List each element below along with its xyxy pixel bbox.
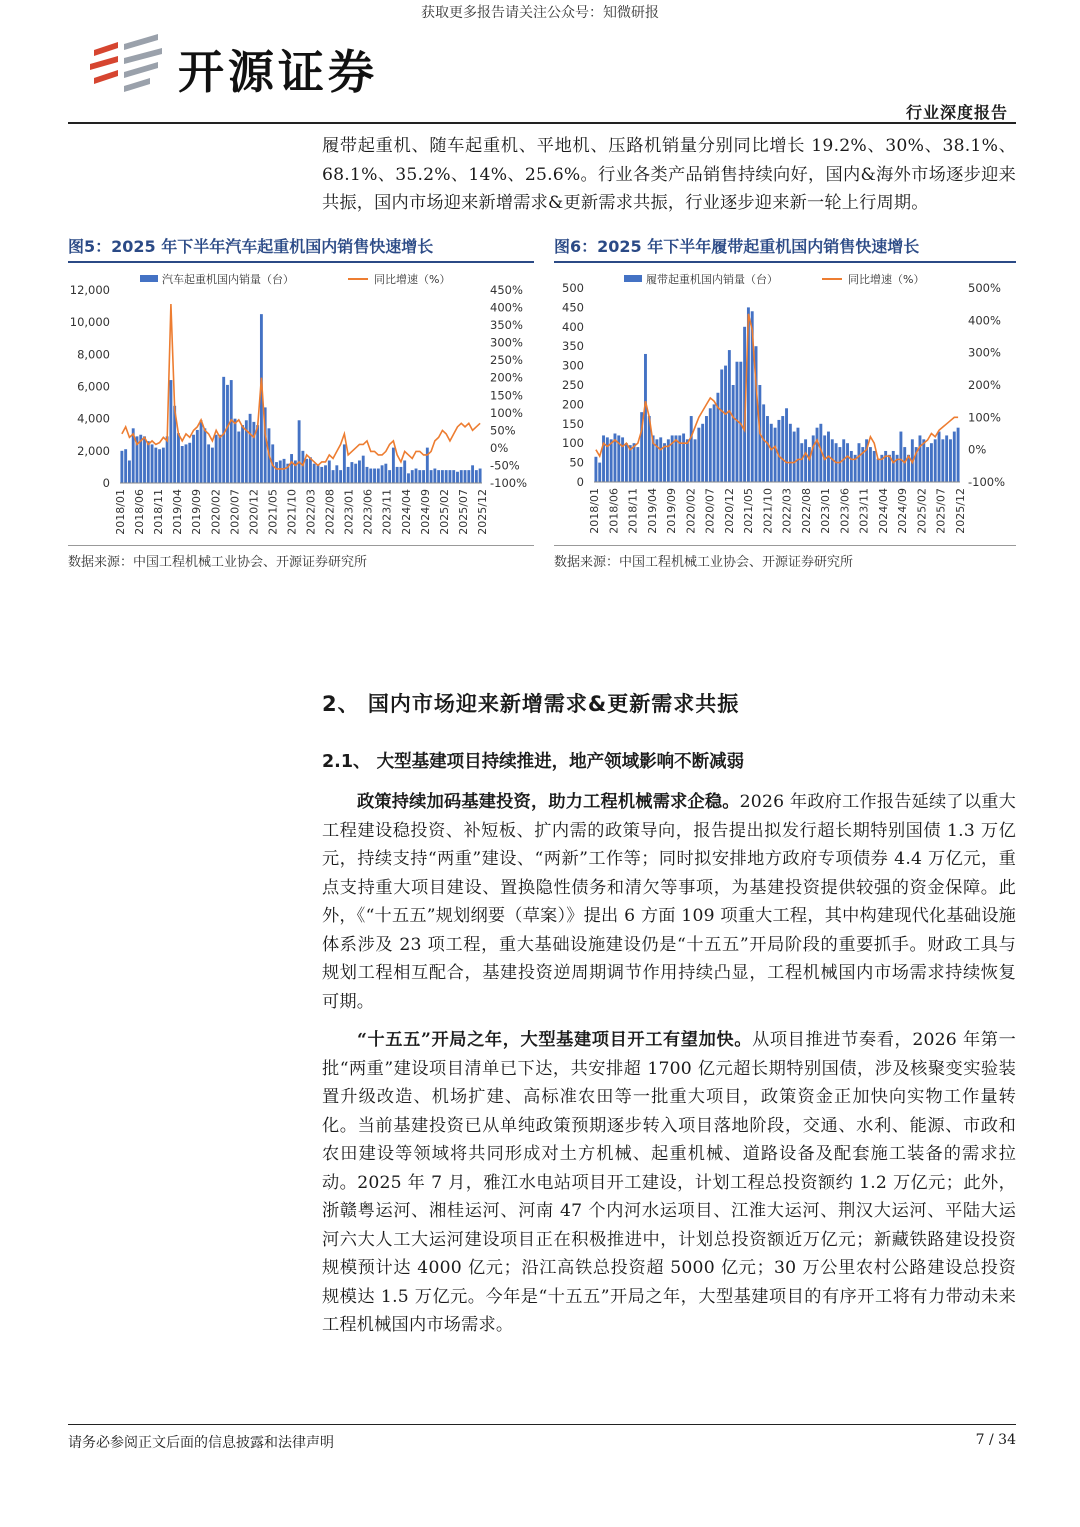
y-right-tick-label: -100% bbox=[968, 475, 1006, 489]
bar bbox=[120, 451, 123, 483]
bar bbox=[919, 435, 922, 482]
y-right-tick-label: -100% bbox=[490, 476, 528, 490]
bar bbox=[690, 416, 693, 482]
x-tick-label: 2025/12 bbox=[476, 489, 489, 535]
bar bbox=[366, 467, 369, 483]
legend-line-label: 同比增速（%） bbox=[374, 273, 451, 286]
bar bbox=[625, 443, 628, 482]
bar bbox=[949, 439, 952, 482]
y-right-tick-label: 450% bbox=[490, 283, 523, 297]
bar bbox=[188, 443, 191, 483]
figure-6-source: 数据来源：中国工程机械工业协会、开源证券研究所 bbox=[554, 555, 854, 570]
legend-bar-swatch bbox=[140, 275, 158, 282]
bar bbox=[328, 460, 331, 483]
bar bbox=[249, 414, 252, 483]
bar bbox=[181, 446, 184, 483]
bar bbox=[279, 460, 282, 483]
y-right-tick-label: 0% bbox=[490, 440, 509, 455]
bar bbox=[793, 432, 796, 482]
bar bbox=[686, 439, 689, 482]
bar bbox=[633, 443, 636, 482]
bar bbox=[675, 435, 678, 482]
bar bbox=[709, 408, 712, 482]
bar bbox=[869, 447, 872, 482]
bar bbox=[732, 385, 735, 482]
y-left-tick-label: 8,000 bbox=[77, 347, 110, 362]
y-left-tick-label: 100 bbox=[562, 436, 584, 451]
bar bbox=[953, 432, 956, 482]
legend-bar-label: 履带起重机国内销量（台） bbox=[646, 273, 778, 286]
bar bbox=[124, 449, 127, 483]
bar bbox=[411, 470, 414, 483]
bar bbox=[162, 448, 165, 483]
paragraph-2 bbox=[322, 1026, 1016, 1340]
x-tick-label: 2023/11 bbox=[380, 489, 394, 535]
y-left-tick-label: 450 bbox=[562, 300, 584, 315]
x-tick-label: 2019/09 bbox=[190, 489, 204, 535]
bar bbox=[256, 425, 259, 483]
bar bbox=[396, 467, 399, 483]
section-heading: 2、 国内市场迎来新增需求&更新需求共振 bbox=[322, 692, 740, 716]
bar bbox=[343, 444, 346, 483]
bar bbox=[335, 465, 338, 483]
bar bbox=[237, 432, 240, 483]
bar bbox=[850, 451, 853, 482]
bar bbox=[169, 380, 172, 483]
bar bbox=[388, 470, 391, 483]
bar bbox=[816, 428, 819, 482]
bar bbox=[377, 469, 380, 483]
bar bbox=[275, 462, 278, 483]
bar bbox=[644, 354, 647, 482]
bar bbox=[934, 439, 937, 482]
figure-5-bottom-rule bbox=[68, 545, 534, 546]
bar bbox=[479, 469, 482, 483]
x-tick-label: 2024/09 bbox=[896, 488, 910, 534]
paragraph-1-lead: 政策持续加码基建投资，助力工程机械需求企稳。 bbox=[357, 792, 740, 812]
bar bbox=[283, 459, 286, 483]
bar bbox=[381, 465, 384, 483]
bar bbox=[362, 456, 365, 483]
bar bbox=[234, 419, 237, 483]
figure-5-title: 图5：2025 年下半年汽车起重机国内销售快速增长 bbox=[68, 237, 434, 256]
bar bbox=[663, 443, 666, 482]
y-right-tick-label: 0% bbox=[968, 442, 987, 457]
figure-5-chart bbox=[68, 264, 534, 544]
bar bbox=[777, 420, 780, 482]
bar bbox=[399, 467, 402, 483]
y-right-tick-label: 400% bbox=[968, 313, 1001, 328]
bar bbox=[350, 462, 353, 483]
y-right-tick-label: 100% bbox=[490, 405, 523, 420]
y-left-tick-label: 10,000 bbox=[69, 315, 110, 330]
bar bbox=[422, 470, 425, 483]
bar bbox=[222, 377, 225, 483]
bar bbox=[290, 454, 293, 483]
bar bbox=[781, 416, 784, 482]
bar bbox=[347, 467, 350, 483]
y-left-tick-label: 0 bbox=[102, 476, 110, 490]
y-right-tick-label: 100% bbox=[968, 410, 1001, 425]
bar bbox=[230, 380, 233, 483]
page-number: 7 / 34 bbox=[975, 1432, 1016, 1448]
y-left-tick-label: 50 bbox=[569, 455, 584, 470]
bar bbox=[762, 404, 765, 482]
x-tick-label: 2022/08 bbox=[323, 489, 337, 535]
bar bbox=[158, 449, 161, 483]
x-tick-label: 2024/04 bbox=[399, 489, 413, 535]
x-tick-label: 2020/12 bbox=[722, 488, 736, 534]
brand-name: 开源证券 bbox=[178, 45, 378, 99]
bar bbox=[903, 447, 906, 482]
y-right-tick-label: 150% bbox=[490, 388, 523, 403]
y-left-tick-label: 150 bbox=[562, 416, 584, 431]
bar bbox=[449, 470, 452, 483]
bar bbox=[697, 428, 700, 482]
bar bbox=[320, 467, 323, 483]
bar bbox=[892, 451, 895, 482]
figure-6-bottom-rule bbox=[554, 545, 1016, 546]
figure-6-title-rule bbox=[554, 261, 1016, 263]
x-tick-label: 2024/04 bbox=[876, 488, 890, 534]
bar bbox=[456, 472, 459, 483]
bar bbox=[621, 437, 624, 482]
y-left-tick-label: 400 bbox=[562, 319, 584, 334]
y-right-tick-label: 50% bbox=[490, 423, 516, 438]
bar bbox=[392, 448, 395, 483]
y-right-tick-label: 250% bbox=[490, 353, 523, 368]
x-tick-label: 2023/06 bbox=[361, 489, 375, 535]
bar bbox=[705, 416, 708, 482]
bar bbox=[789, 424, 792, 482]
bar bbox=[812, 435, 815, 482]
x-tick-label: 2023/01 bbox=[819, 488, 833, 534]
bar bbox=[166, 436, 169, 483]
footer-divider bbox=[68, 1424, 1016, 1425]
x-tick-label: 2019/09 bbox=[665, 488, 679, 534]
bar bbox=[192, 435, 195, 483]
paragraph-2-body: 从项目推进节奏看，2026 年第一批“两重”建设项目清单已下达，共安排超 1700 亿元超长期特别国债，涉及核聚变实验装置升级改造、机场扩建、高标准农田等一批重大项目，政策资金正加快向实物工作量转化。当前基建投资已从单纯政策预期逐步转入项目落地阶段，交通、水利、能源、市政和农田建设等领域将共同形成对土方机械、起重机械、道路设备及配套施工装备的需求拉动。2025 年 7 月，雅江水电站项目开工建设，计划工程总投资额约 1.2 万亿元；此外，浙赣粤运河、湘桂运河、河南 47 个内河水运项目、江淮大运河、荆汉大运河、平陆大运河六大人工大运河建设项目正在积极推进中，计划总投资额近万亿元；新藏铁路建设投资规模预计达 4000 亿元；沿江高铁总投资超 5000 亿元；30 万公里农村公路建设总投资规模达 1.5 万亿元。今年是“十五五”开局之年，大型基建项目的有序开工将有力带动未来工程机械国内市场需求。 bbox=[322, 1030, 1017, 1335]
x-tick-label: 2018/01 bbox=[588, 488, 601, 534]
bar bbox=[728, 350, 731, 482]
x-tick-label: 2018/06 bbox=[133, 489, 147, 535]
bar bbox=[430, 470, 433, 483]
figure-5-source: 数据来源：中国工程机械工业协会、开源证券研究所 bbox=[68, 555, 368, 570]
x-tick-label: 2022/08 bbox=[799, 488, 813, 534]
bar bbox=[858, 443, 861, 482]
x-tick-label: 2018/11 bbox=[626, 488, 640, 534]
bar bbox=[808, 447, 811, 482]
x-tick-label: 2025/07 bbox=[456, 489, 470, 535]
x-tick-label: 2023/01 bbox=[342, 489, 356, 535]
x-tick-label: 2020/12 bbox=[247, 489, 261, 535]
x-tick-label: 2020/02 bbox=[684, 488, 698, 534]
x-tick-label: 2022/03 bbox=[780, 488, 794, 534]
bar bbox=[298, 420, 301, 483]
header-divider bbox=[68, 122, 1016, 124]
bar bbox=[147, 441, 150, 483]
x-tick-label: 2022/03 bbox=[304, 489, 318, 535]
bar bbox=[185, 444, 188, 483]
legend-bar-swatch bbox=[624, 275, 642, 282]
bar bbox=[606, 437, 609, 482]
x-tick-label: 2021/05 bbox=[266, 489, 280, 535]
bar bbox=[207, 444, 210, 483]
bar bbox=[636, 447, 639, 482]
bar bbox=[766, 416, 769, 482]
bar bbox=[403, 460, 406, 483]
bar bbox=[701, 424, 704, 482]
bar bbox=[682, 434, 685, 483]
x-tick-label: 2020/02 bbox=[209, 489, 223, 535]
bar bbox=[785, 408, 788, 482]
bar bbox=[452, 470, 455, 483]
paragraph-1 bbox=[322, 788, 1016, 1016]
y-right-tick-label: 200% bbox=[968, 378, 1001, 392]
bar bbox=[369, 469, 372, 483]
bar bbox=[154, 448, 157, 483]
y-left-tick-label: 12,000 bbox=[69, 283, 110, 297]
y-left-tick-label: 300 bbox=[562, 358, 584, 373]
bar bbox=[332, 470, 335, 483]
bar bbox=[445, 470, 448, 483]
bar bbox=[301, 451, 304, 483]
bar bbox=[610, 439, 613, 482]
bar bbox=[177, 433, 180, 483]
bar bbox=[151, 444, 154, 483]
top-banner: 获取更多报告请关注公众号：知微研报 bbox=[421, 5, 659, 21]
x-tick-label: 2019/04 bbox=[645, 488, 659, 534]
x-tick-label: 2023/11 bbox=[857, 488, 871, 534]
y-right-tick-label: 400% bbox=[490, 300, 523, 315]
legend-line-label: 同比增速（%） bbox=[848, 273, 925, 286]
brand-logo-icon bbox=[88, 34, 168, 96]
bar bbox=[774, 428, 777, 482]
footer-disclaimer: 请务必参阅正文后面的信息披露和法律声明 bbox=[68, 1435, 334, 1451]
y-right-tick-label: 200% bbox=[490, 370, 523, 385]
bar bbox=[800, 443, 803, 482]
y-left-tick-label: 4,000 bbox=[77, 411, 110, 426]
x-tick-label: 2021/05 bbox=[742, 488, 756, 534]
y-right-tick-label: -50% bbox=[490, 458, 520, 473]
bar bbox=[226, 385, 229, 483]
bar bbox=[922, 439, 925, 482]
bar bbox=[196, 430, 199, 483]
bar bbox=[384, 464, 387, 483]
bar bbox=[407, 473, 410, 483]
y-right-tick-label: 500% bbox=[968, 281, 1001, 295]
bar bbox=[594, 457, 597, 482]
legend-bar-label: 汽车起重机国内销量（台） bbox=[162, 273, 294, 286]
bar bbox=[694, 439, 697, 482]
y-left-tick-label: 250 bbox=[562, 378, 584, 392]
bar bbox=[475, 470, 478, 483]
bar bbox=[804, 439, 807, 482]
x-tick-label: 2025/02 bbox=[915, 488, 929, 534]
bar bbox=[418, 470, 421, 483]
bar bbox=[899, 432, 902, 482]
x-tick-label: 2025/02 bbox=[437, 489, 451, 535]
x-tick-label: 2018/01 bbox=[114, 489, 127, 535]
bar bbox=[659, 437, 662, 482]
bar bbox=[324, 465, 327, 483]
x-tick-label: 2018/06 bbox=[607, 488, 621, 534]
x-tick-label: 2025/12 bbox=[954, 488, 967, 534]
bar bbox=[938, 432, 941, 482]
y-left-tick-label: 200 bbox=[562, 397, 584, 412]
bar bbox=[200, 420, 203, 483]
bar bbox=[464, 470, 467, 483]
bar bbox=[846, 443, 849, 482]
bar bbox=[877, 459, 880, 482]
bar bbox=[945, 435, 948, 482]
intro-paragraph: 履带起重机、随车起重机、平地机、压路机销量分别同比增长 19.2%、30%、38.1%、68.1%、35.2%、14%、25.6%。行业各类产品销售持续向好，国内&海外市场逐步迎来共振，国内市场迎来新增需求&更新需求共振，行业逐步迎来新一轮上行周期。 bbox=[322, 136, 1016, 213]
y-right-tick-label: 300% bbox=[968, 345, 1001, 360]
bar bbox=[309, 457, 312, 483]
x-tick-label: 2021/10 bbox=[285, 489, 299, 535]
y-left-tick-label: 350 bbox=[562, 339, 584, 354]
x-tick-label: 2019/04 bbox=[171, 489, 185, 535]
bar bbox=[873, 451, 876, 482]
bar bbox=[437, 470, 440, 483]
report-type: 行业深度报告 bbox=[905, 103, 1008, 122]
bar bbox=[128, 460, 131, 483]
x-tick-label: 2021/10 bbox=[761, 488, 775, 534]
bar bbox=[941, 439, 944, 482]
bar bbox=[957, 428, 960, 482]
bar bbox=[770, 424, 773, 482]
bar bbox=[252, 422, 255, 483]
y-right-tick-label: 350% bbox=[490, 318, 523, 333]
bar bbox=[598, 463, 601, 482]
x-tick-label: 2020/07 bbox=[703, 488, 717, 534]
bar bbox=[215, 435, 218, 483]
bar bbox=[797, 428, 800, 482]
bar bbox=[467, 470, 470, 483]
subsection-heading: 2.1、 大型基建项目持续推进，地产领域影响不断减弱 bbox=[322, 752, 745, 772]
bar bbox=[433, 469, 436, 483]
bar bbox=[313, 464, 316, 483]
x-tick-label: 2020/07 bbox=[228, 489, 242, 535]
bar bbox=[415, 469, 418, 483]
bar bbox=[441, 470, 444, 483]
paragraph-1-body: 2026 年政府工作报告延续了以重大工程建设稳投资、补短板、扩内需的政策导向，报告提出拟发行超长期特别国债 1.3 万亿元，持续支持“两重”建设、“两新”工作等；同时拟安排地方政府专项债券 4.4 万亿元，重点支持重大项目建设、置换隐性债务和清欠等事项，为基建投资提供较强的资金保障。此外，《“十五五”规划纲要（草案）》提出 6 方面 109 项重大工程，其中构建现代化基础设施体系涉及 23 项工程，重大基础设施建设仍是“十五五”开局阶段的重要抓手。财政工具与规划工程相互配合，基建投资逆周期调节作用持续凸显，工程机械国内市场需求持续恢复可期。 bbox=[322, 792, 1016, 1012]
x-tick-label: 2024/09 bbox=[418, 489, 432, 535]
y-left-tick-label: 500 bbox=[562, 281, 584, 295]
bar bbox=[926, 447, 929, 482]
bar bbox=[305, 459, 308, 483]
bar bbox=[211, 448, 214, 483]
bar bbox=[354, 464, 357, 483]
figure-6-title: 图6：2025 年下半年履带起重机国内销售快速增长 bbox=[554, 237, 920, 256]
figure-5-title-rule bbox=[68, 261, 534, 263]
y-left-tick-label: 0 bbox=[576, 475, 584, 489]
bar bbox=[339, 470, 342, 483]
bar bbox=[724, 366, 727, 482]
y-right-tick-label: 300% bbox=[490, 335, 523, 350]
paragraph-2-lead: “十五五”开局之年，大型基建项目开工有望加快。 bbox=[357, 1030, 753, 1050]
bar bbox=[241, 425, 244, 483]
x-tick-label: 2023/06 bbox=[838, 488, 852, 534]
bar bbox=[460, 470, 463, 483]
x-tick-label: 2018/11 bbox=[152, 489, 166, 535]
bar bbox=[720, 369, 723, 482]
bar bbox=[838, 447, 841, 482]
bar bbox=[317, 465, 320, 483]
bar bbox=[930, 443, 933, 482]
bar bbox=[358, 460, 361, 483]
y-left-tick-label: 2,000 bbox=[77, 443, 110, 458]
bar bbox=[218, 435, 221, 483]
bar bbox=[471, 465, 474, 483]
bar bbox=[739, 362, 742, 482]
bar bbox=[203, 428, 206, 483]
y-left-tick-label: 6,000 bbox=[77, 379, 110, 394]
x-tick-label: 2025/07 bbox=[934, 488, 948, 534]
bar bbox=[143, 436, 146, 483]
bar bbox=[713, 404, 716, 482]
figure-6-chart bbox=[554, 264, 1016, 544]
bar bbox=[373, 469, 376, 483]
